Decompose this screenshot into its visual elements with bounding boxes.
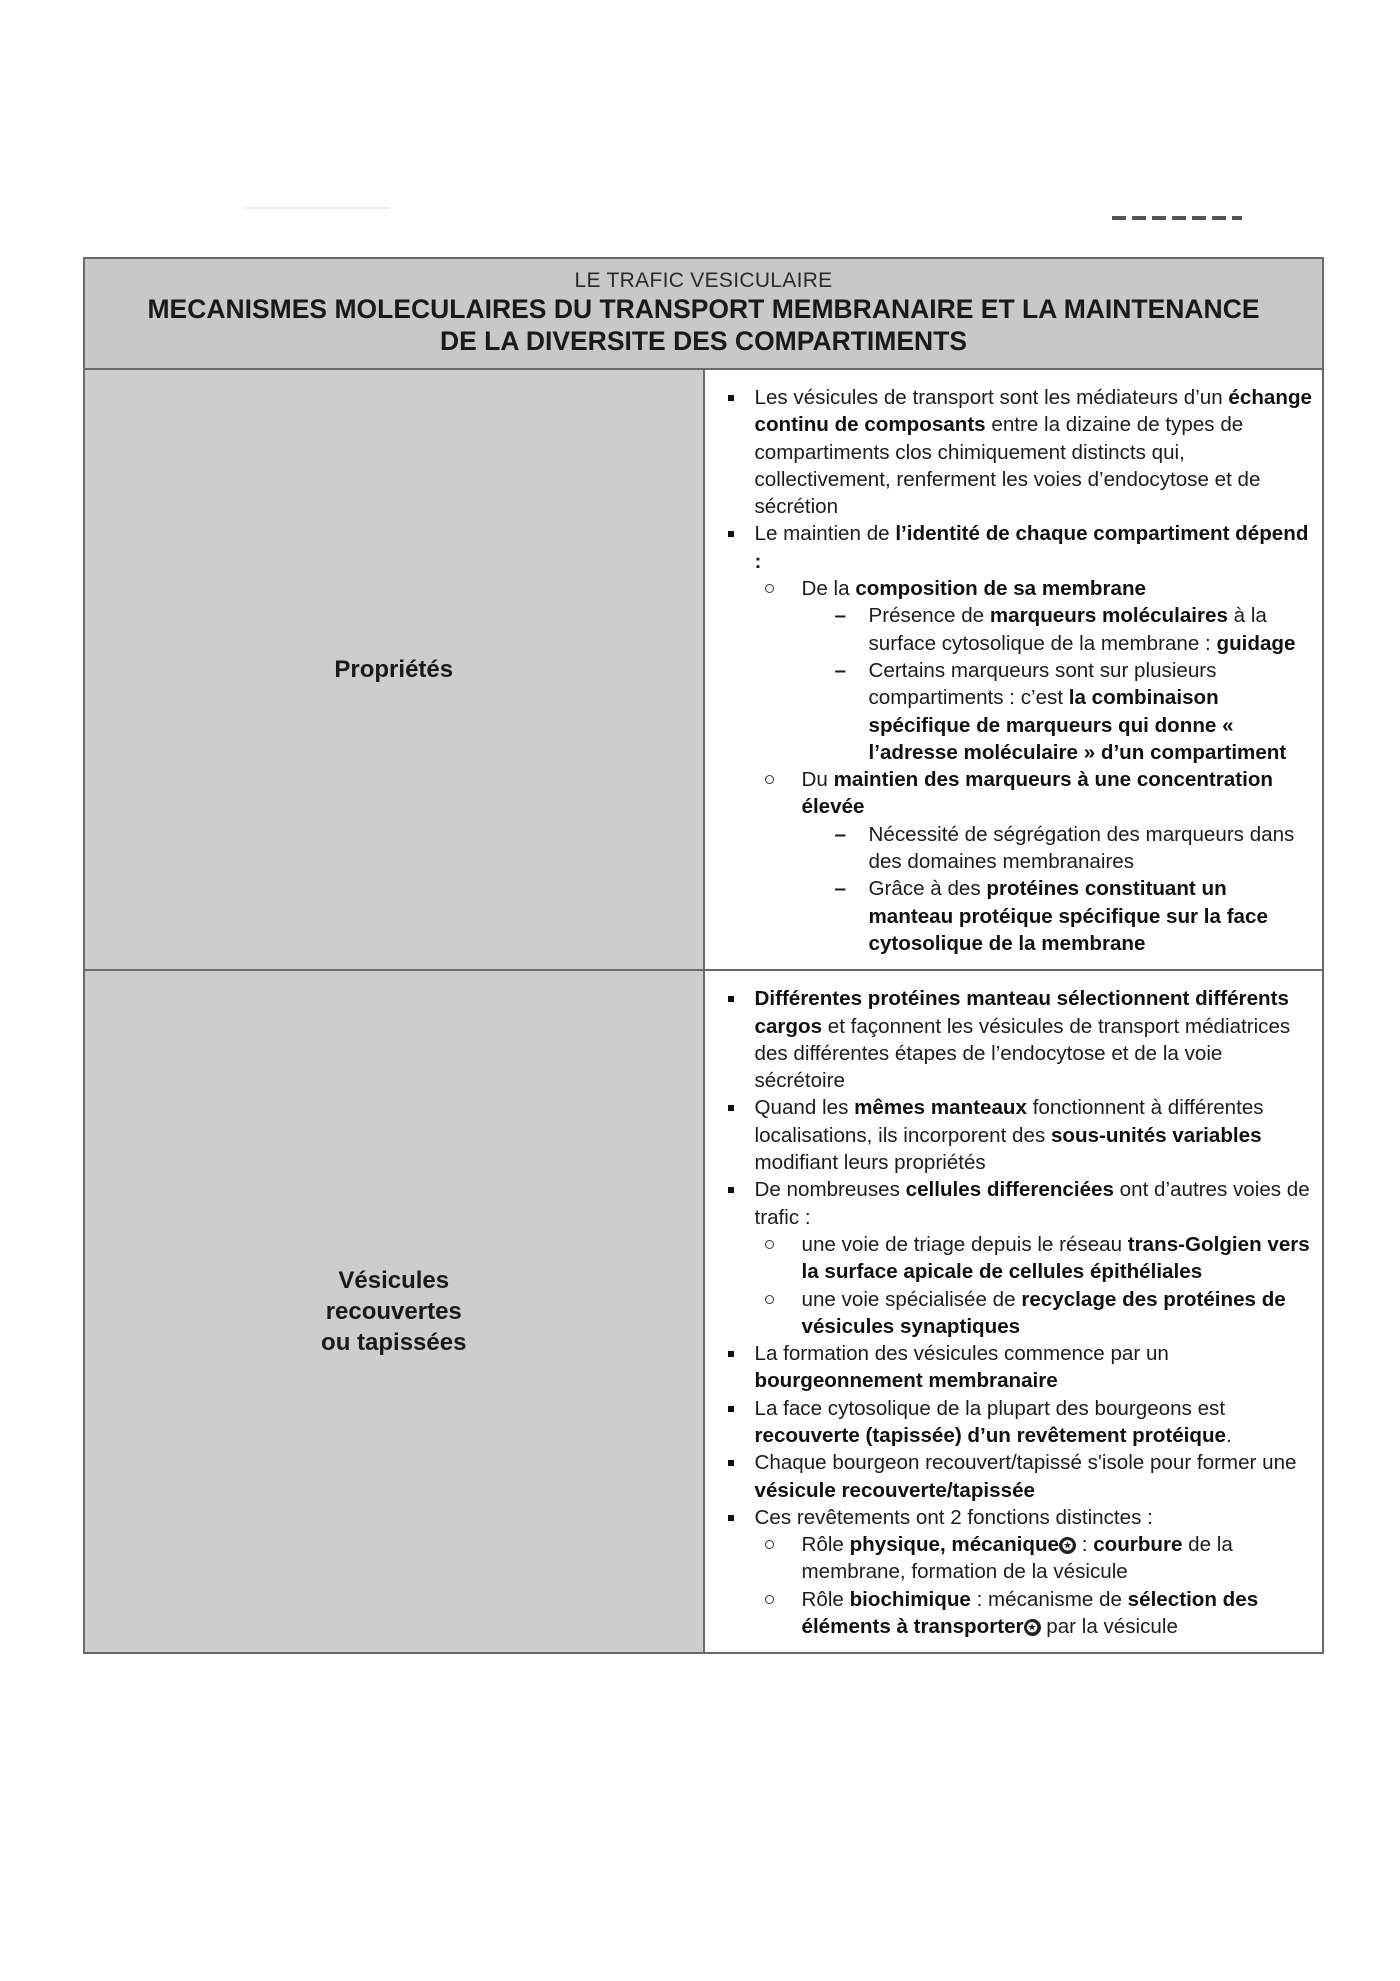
list-item: De nombreuses cellules differenciées ont d’autres voies de trafic : une voie de triage depuis le réseau trans-Golgien vers la surface apicale de cellules épithéliales une voie spécialisée de recyclage des protéines de vésicules synaptiques [721,1176,1315,1340]
sub-list-item: une voie de triage depuis le réseau trans-Golgien vers la surface apicale de cellules épithéliales [755,1231,1315,1286]
star-icon: ✪ [1024,1619,1041,1636]
document-kicker: LE TRAFIC VESICULAIRE [574,269,833,292]
sub-list-item: Rôle biochimique : mécanisme de sélection des éléments à transporter ✪ par la vésicule [755,1586,1315,1641]
section-label-proprietes: Propriétés [84,369,704,970]
sub-list-item: De la composition de sa membrane – Présence de marqueurs moléculaires à la surface cytosolique de la membrane : guidage – Certains marqueurs sont sur plusieurs compartiments : c’est la combinaison spécifique de marqueurs qui donne « l’adresse moléculaire » d’un compartiment [755,575,1315,766]
sub-list-item: Du maintien des marqueurs à une concentration élevée – Nécessité de ségrégation des marqueurs dans des domaines membranaires – Grâce à des protéines constituant un manteau protéique spécifique sur la face cytosolique de la membrane [755,766,1315,957]
list-item: Le maintien de l’identité de chaque compartiment dépend : De la composition de sa membrane – Présence de marqueurs moléculaires à la surface cytosolique de la membrane : guidage – Certains marqueurs sont sur plusieurs compartiments : c’est la combinaison spécifique de marqueurs qui donne « l’adresse moléculaire » d’un compartiment Du maintien des marqueurs à une concentration élevée – Nécessité de ségrégation des marqueurs dans des domaines membranaires – Grâce à des protéines constituant un manteau protéique spécifique sur la face cytosolique de la membrane [721,520,1315,957]
document-title [99,293,1308,357]
section-label-vesicules: Vésicules recouvertes ou tapissées [84,970,704,1653]
dash-item: – Grâce à des protéines constituant un manteau protéique spécifique sur la face cytosolique de la membrane [782,875,1315,957]
list-item: Les vésicules de transport sont les médiateurs d’un échange continu de composants entre la dizaine de types de compartiments clos chimiquement distincts qui, collectivement, renferment les voies d’endocytose et de sécrétion [721,384,1315,520]
dash-item: – Présence de marqueurs moléculaires à la surface cytosolique de la membrane : guidage [782,602,1315,657]
list-item: Ces revêtements ont 2 fonctions distinctes : Rôle physique, mécanique ✪ : courbure de la membrane, formation de la vésicule Rôle biochimique : mécanisme de sélection des éléments à transporter ✪ par la vésicule [721,1504,1315,1640]
list-item: La formation des vésicules commence par un bourgeonnement membranaire [721,1340,1315,1395]
list-item: Différentes protéines manteau sélectionnent différents cargos et façonnent les vésicules de transport médiatrices des différentes étapes de l’endocytose et de la voie sécrétoire [721,985,1315,1094]
list-item: La face cytosolique de la plupart des bourgeons est recouverte (tapissée) d’un revêtement protéique. [721,1395,1315,1450]
star-icon: ✪ [1059,1537,1076,1554]
course-table [83,257,1324,1654]
header-year-cut [1112,192,1242,222]
section-body-proprietes [704,369,1324,970]
sub-list-item: une voie spécialisée de recyclage des protéines de vésicules synaptiques [755,1286,1315,1341]
list-item: Quand les mêmes manteaux fonctionnent à différentes localisations, ils incorporent des sous-unités variables modifiant leurs propriétés [721,1094,1315,1176]
document-title-line1: MECANISMES MOLECULAIRES DU TRANSPORT MEMBRANAIRE ET LA MAINTENANCE [147,294,1260,324]
title-cell [84,258,1323,369]
dash-item: – Certains marqueurs sont sur plusieurs compartiments : c’est la combinaison spécifique de marqueurs qui donne « l’adresse moléculaire » d’un compartiment [782,657,1315,766]
dash-item: – Nécessité de ségrégation des marqueurs dans des domaines membranaires [782,821,1315,876]
section-body-vesicules [704,970,1324,1653]
sub-list-item: Rôle physique, mécanique ✪ : courbure de la membrane, formation de la vésicule [755,1531,1315,1586]
list-item: Chaque bourgeon recouvert/tapissé s'isole pour former une vésicule recouverte/tapissée [721,1449,1315,1504]
header-left-mark [245,196,390,216]
document-title-line2: DE LA DIVERSITE DES COMPARTIMENTS [439,326,968,356]
